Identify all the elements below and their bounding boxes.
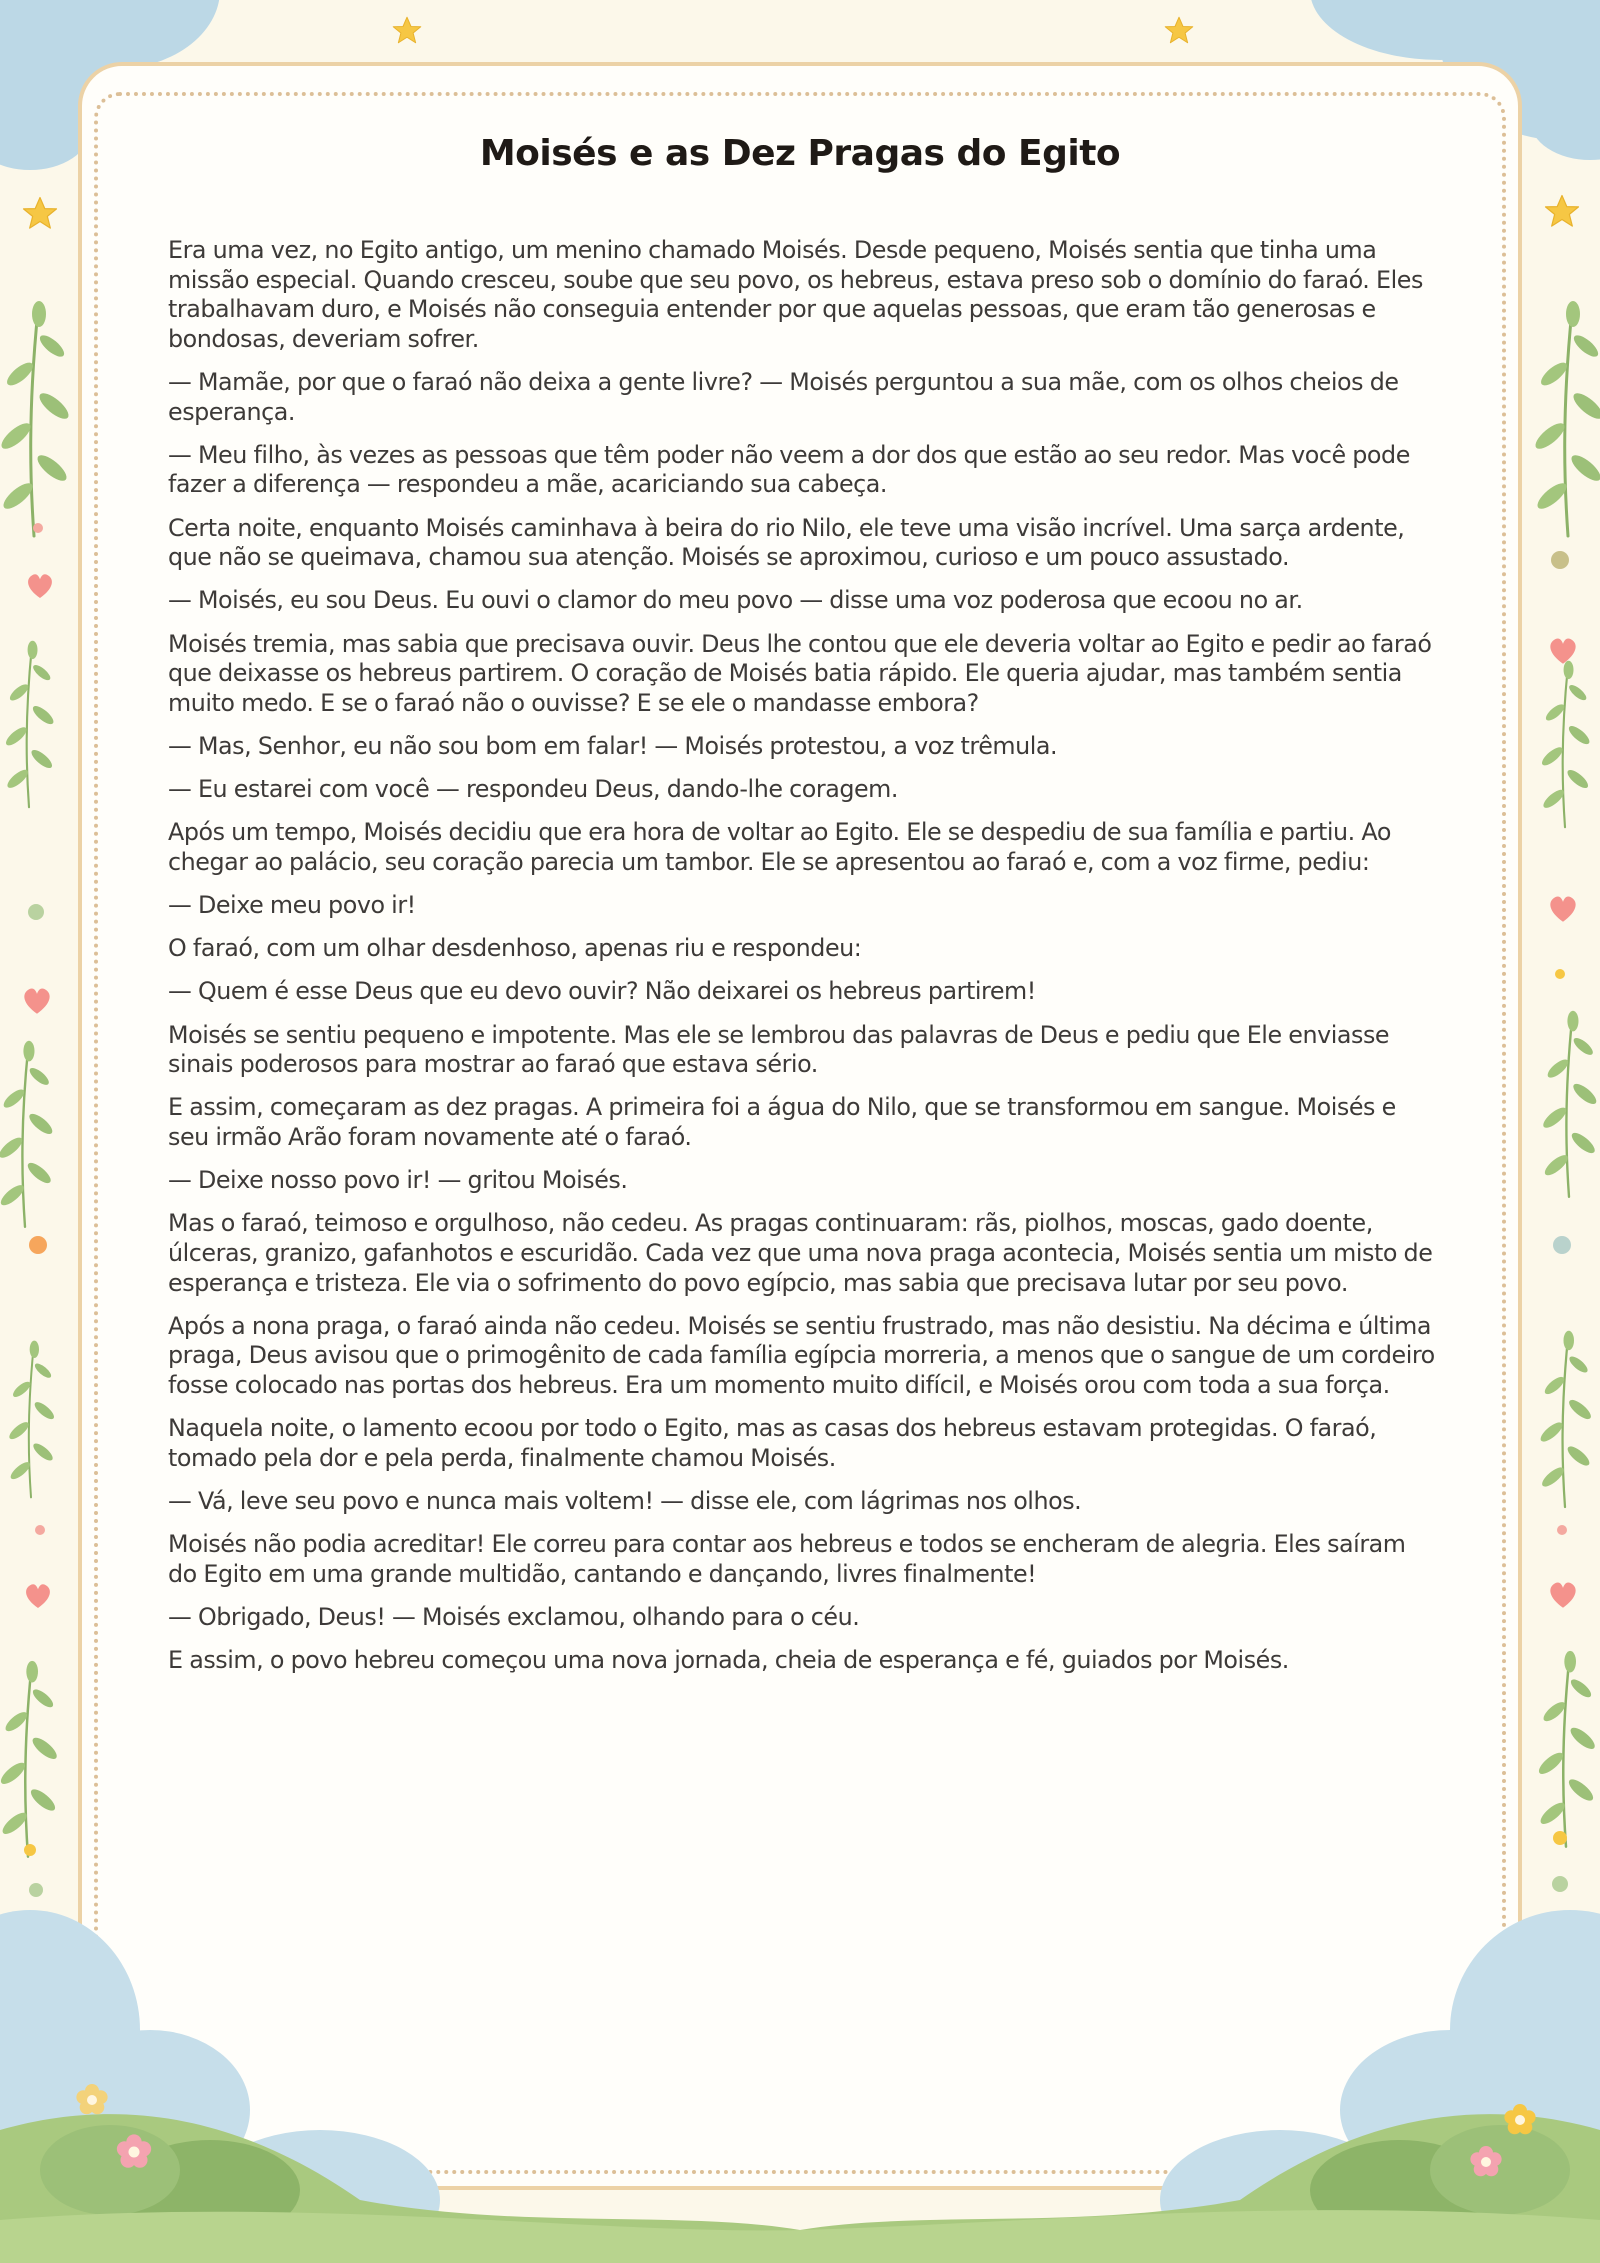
story-paragraph: Moisés não podia acreditar! Ele correu para contar aos hebreus e todos se encheram de alegria. Eles saíram do Egito em uma grande multidão, cantando e dançando, livres finalmente!: [168, 1530, 1406, 1588]
story-paragraph: Moisés se sentiu pequeno e impotente. Mas ele se lembrou das palavras de Deus e pediu que Ele enviasse sinais poderosos para mostrar ao faraó que estava sério.: [168, 1020, 1390, 1079]
leaf-branch-icon: [0, 301, 72, 1857]
story-paragraph: Era uma vez, no Egito antigo, um menino chamado Moisés. Desde pequeno, Moisés sentia que tinha uma missão especial. Quando cresceu, soube que seu povo, os hebreus, estava preso sob o domínio do faraó. Eles trabalhavam duro, e Moisés não conseguia entender por que aquelas pessoas, que eram tão generosas e bondosas, deveriam sofrer.: [168, 236, 1423, 353]
story-text: [168, 236, 1440, 1689]
story-paragraph: — Mamãe, por que o faraó não deixa a gente livre? — Moisés perguntou a sua mãe, com os olhos cheios de esperança.: [168, 367, 1399, 426]
story-paragraph: — Deixe meu povo ir!: [168, 891, 416, 920]
story-paragraph: Após a nona praga, o faraó ainda não cedeu. Moisés se sentiu frustrado, mas não desistiu. Na décima e última praga, Deus avisou que o primogênito de cada família egípcia morreria, a menos que o sangue de um cordeiro fosse colocado nas portas dos hebreus. Era um momento muito difícil, e Moisés orou com toda a sua força.: [168, 1311, 1435, 1399]
story-paragraph: E assim, o povo hebreu começou uma nova jornada, cheia de esperança e fé, guiados por Moisés.: [168, 1646, 1289, 1675]
story-title: Moisés e as Dez Pragas do Egito: [479, 133, 1121, 174]
story-paragraph: — Quem é esse Deus que eu devo ouvir? Não deixarei os hebreus partirem!: [168, 977, 1036, 1006]
leaf-branch-icon: [1532, 301, 1600, 1847]
story-paragraph: — Meu filho, às vezes as pessoas que têm poder não veem a dor dos que estão ao seu redor. Mas você pode fazer a diferença — respondeu a mãe, acariciando sua cabeça.: [168, 440, 1410, 499]
story-paragraph: — Obrigado, Deus! — Moisés exclamou, olhando para o céu.: [168, 1602, 860, 1631]
story-paragraph: Certa noite, enquanto Moisés caminhava à beira do rio Nilo, ele teve uma visão incrível. Uma sarça ardente, que não se queimava, chamou sua atenção. Moisés se aproximou, curioso e um pouco assustado.: [168, 513, 1405, 572]
story-paragraph: — Moisés, eu sou Deus. Eu ouvi o clamor do meu povo — disse uma voz poderosa que ecoou no ar.: [168, 586, 1303, 615]
story-paragraph: Naquela noite, o lamento ecoou por todo o Egito, mas as casas dos hebreus estavam protegidas. O faraó, tomado pela dor e pela perda, finalmente chamou Moisés.: [168, 1414, 1377, 1472]
story-paragraph: Após um tempo, Moisés decidiu que era hora de voltar ao Egito. Ele se despediu de sua família e partiu. Ao chegar ao palácio, seu coração parecia um tambor. Ele se apresentou ao faraó e, com a voz firme, pediu:: [168, 818, 1391, 876]
story-paragraph: Mas o faraó, teimoso e orgulhoso, não cedeu. As pragas continuaram: rãs, piolhos, moscas, gado doente, úlceras, granizo, gafanhotos e escuridão. Cada vez que uma nova praga acontecia, Moisés sentia um misto de esperança e tristeza. Ele via o sofrimento do povo egípcio, mas sabia que precisava lutar por seu povo.: [168, 1209, 1433, 1297]
story-paragraph: — Vá, leve seu povo e nunca mais voltem! — disse ele, com lágrimas nos olhos.: [168, 1486, 1082, 1515]
story-paragraph: Moisés tremia, mas sabia que precisava ouvir. Deus lhe contou que ele deveria voltar ao Egito e pedir ao faraó que deixasse os hebreus partirem. O coração de Moisés batia rápido. Ele queria ajudar, mas também sentia muito medo. E se o faraó não o ouvisse? E se ele o mandasse embora?: [168, 629, 1432, 717]
story-paragraph: O faraó, com um olhar desdenhoso, apenas riu e respondeu:: [168, 934, 862, 963]
story-paragraph: — Mas, Senhor, eu não sou bom em falar! — Moisés protestou, a voz trêmula.: [168, 731, 1058, 760]
story-paragraph: — Deixe nosso povo ir! — gritou Moisés.: [168, 1166, 628, 1195]
story-paragraph: E assim, começaram as dez pragas. A primeira foi a água do Nilo, que se transformou em sangue. Moisés e seu irmão Arão foram novamente até o faraó.: [168, 1093, 1396, 1151]
story-paragraph: — Eu estarei com você — respondeu Deus, dando-lhe coragem.: [168, 775, 899, 804]
